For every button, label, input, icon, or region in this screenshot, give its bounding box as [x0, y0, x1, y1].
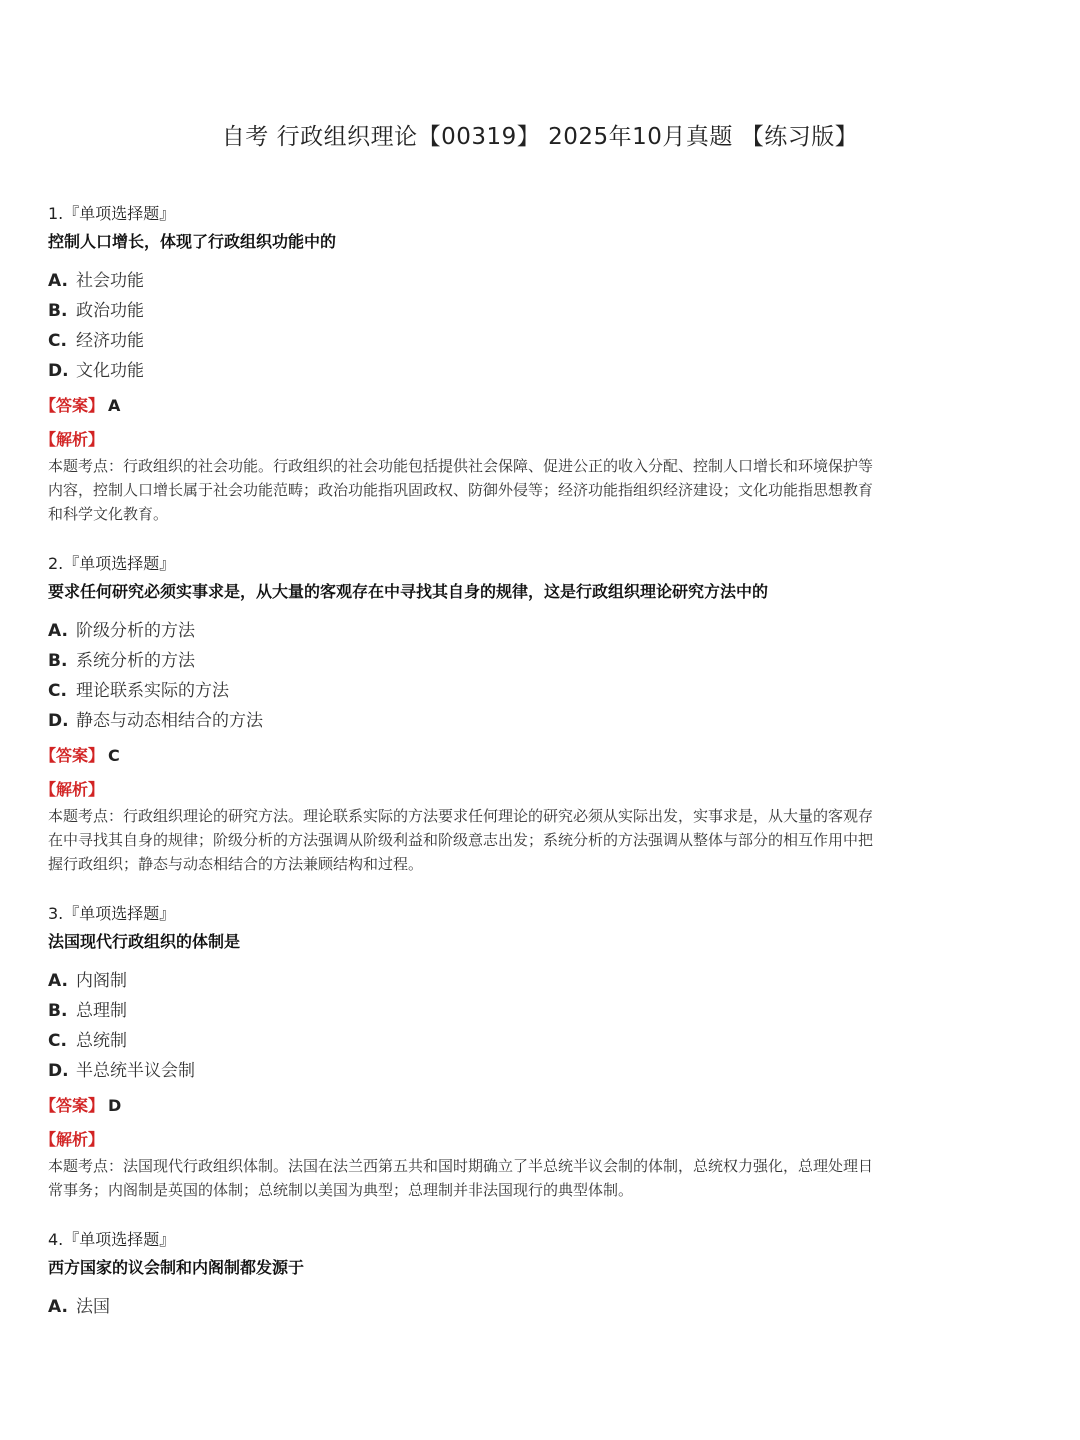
option-text: 总理制 — [76, 1001, 127, 1021]
answer-tag: 【答案】 — [40, 1096, 105, 1115]
question-2 — [40, 550, 993, 876]
answer-value: A — [108, 396, 121, 415]
option-c — [48, 326, 993, 356]
option-text: 社会功能 — [76, 271, 144, 291]
explanation-text — [48, 454, 993, 526]
question-header: 2.『单项选择题』 — [48, 554, 176, 573]
option-text: 理论联系实际的方法 — [76, 681, 229, 701]
explanation-line: 本题考点：行政组织的社会功能。行政组织的社会功能包括提供社会保障、促进公正的收入分配、控制人口增长和环境保护等 — [48, 457, 874, 475]
option-b — [48, 296, 993, 326]
explanation-line: 常事务；内阁制是英国的体制；总统制以美国为典型；总理制并非法国现行的典型体制。 — [48, 1181, 634, 1199]
option-text: 政治功能 — [76, 301, 144, 321]
option-letter: A. — [48, 621, 68, 641]
explanation-tag: 【解析】 — [40, 1130, 105, 1149]
option-letter: B. — [48, 301, 68, 321]
options-list — [48, 266, 993, 386]
option-letter: C. — [48, 681, 67, 701]
options-list — [48, 1292, 993, 1322]
explanation-tag: 【解析】 — [40, 780, 105, 799]
option-b — [48, 646, 993, 676]
option-letter: B. — [48, 651, 68, 671]
option-b — [48, 996, 993, 1026]
option-c — [48, 676, 993, 706]
question-3 — [40, 900, 993, 1202]
option-letter: A. — [48, 1297, 68, 1317]
option-letter: A. — [48, 271, 68, 291]
option-text: 系统分析的方法 — [76, 651, 195, 671]
explanation-text — [48, 1154, 993, 1202]
question-header: 3.『单项选择题』 — [48, 904, 176, 923]
explanation-line: 本题考点：法国现代行政组织体制。法国在法兰西第五共和国时期确立了半总统半议会制的体制，总统权力强化，总理处理日 — [48, 1157, 874, 1175]
question-1 — [40, 200, 993, 526]
option-letter: D. — [48, 361, 69, 381]
option-text: 文化功能 — [76, 361, 144, 381]
option-letter: C. — [48, 1031, 67, 1051]
explanation-line: 和科学文化教育。 — [48, 505, 169, 523]
explanation-line: 握行政组织；静态与动态相结合的方法兼顾结构和过程。 — [48, 855, 424, 873]
explanation-text — [48, 804, 993, 876]
options-list — [48, 616, 993, 736]
option-text: 总统制 — [76, 1031, 127, 1051]
option-text: 经济功能 — [76, 331, 144, 351]
option-letter: A. — [48, 971, 68, 991]
question-stem: 西方国家的议会制和内阁制都发源于 — [48, 1258, 305, 1277]
option-letter: B. — [48, 1001, 68, 1021]
question-header: 1.『单项选择题』 — [48, 204, 176, 223]
page-title: 自考 行政组织理论【00319】 2025年10月真题 【练习版】 — [221, 124, 859, 150]
option-text: 内阁制 — [76, 971, 127, 991]
answer-tag: 【答案】 — [40, 396, 105, 415]
option-letter: C. — [48, 331, 67, 351]
option-text: 法国 — [76, 1297, 110, 1317]
option-d — [48, 706, 993, 736]
option-text: 阶级分析的方法 — [76, 621, 195, 641]
answer-value: C — [108, 746, 120, 765]
question-4 — [48, 1226, 993, 1322]
options-list — [48, 966, 993, 1086]
explanation-line: 内容，控制人口增长属于社会功能范畴；政治功能指巩固政权、防御外侵等；经济功能指组织经济建设；文化功能指思想教育 — [48, 481, 874, 499]
answer-tag: 【答案】 — [40, 746, 105, 765]
option-a — [48, 1292, 993, 1322]
answer-line — [40, 392, 993, 420]
option-text: 半总统半议会制 — [76, 1061, 195, 1081]
explanation-tag: 【解析】 — [40, 430, 105, 449]
answer-line — [40, 1092, 993, 1120]
explanation-line: 本题考点：行政组织理论的研究方法。理论联系实际的方法要求任何理论的研究必须从实际出发，实事求是，从大量的客观存 — [48, 807, 874, 825]
option-c — [48, 1026, 993, 1056]
option-d — [48, 1056, 993, 1086]
question-stem: 法国现代行政组织的体制是 — [48, 932, 241, 951]
question-stem: 控制人口增长，体现了行政组织功能中的 — [48, 232, 337, 251]
question-stem: 要求任何研究必须实事求是，从大量的客观存在中寻找其自身的规律，这是行政组织理论研究方法中的 — [48, 582, 769, 601]
answer-value: D — [108, 1096, 122, 1115]
option-d — [48, 356, 993, 386]
option-letter: D. — [48, 1061, 69, 1081]
option-text: 静态与动态相结合的方法 — [76, 711, 263, 731]
option-letter: D. — [48, 711, 69, 731]
option-a — [48, 616, 993, 646]
question-header: 4.『单项选择题』 — [48, 1230, 176, 1249]
option-a — [48, 266, 993, 296]
option-a — [48, 966, 993, 996]
explanation-line: 在中寻找其自身的规律；阶级分析的方法强调从阶级利益和阶级意志出发；系统分析的方法强调从整体与部分的相互作用中把 — [48, 831, 874, 849]
answer-line — [40, 742, 993, 770]
